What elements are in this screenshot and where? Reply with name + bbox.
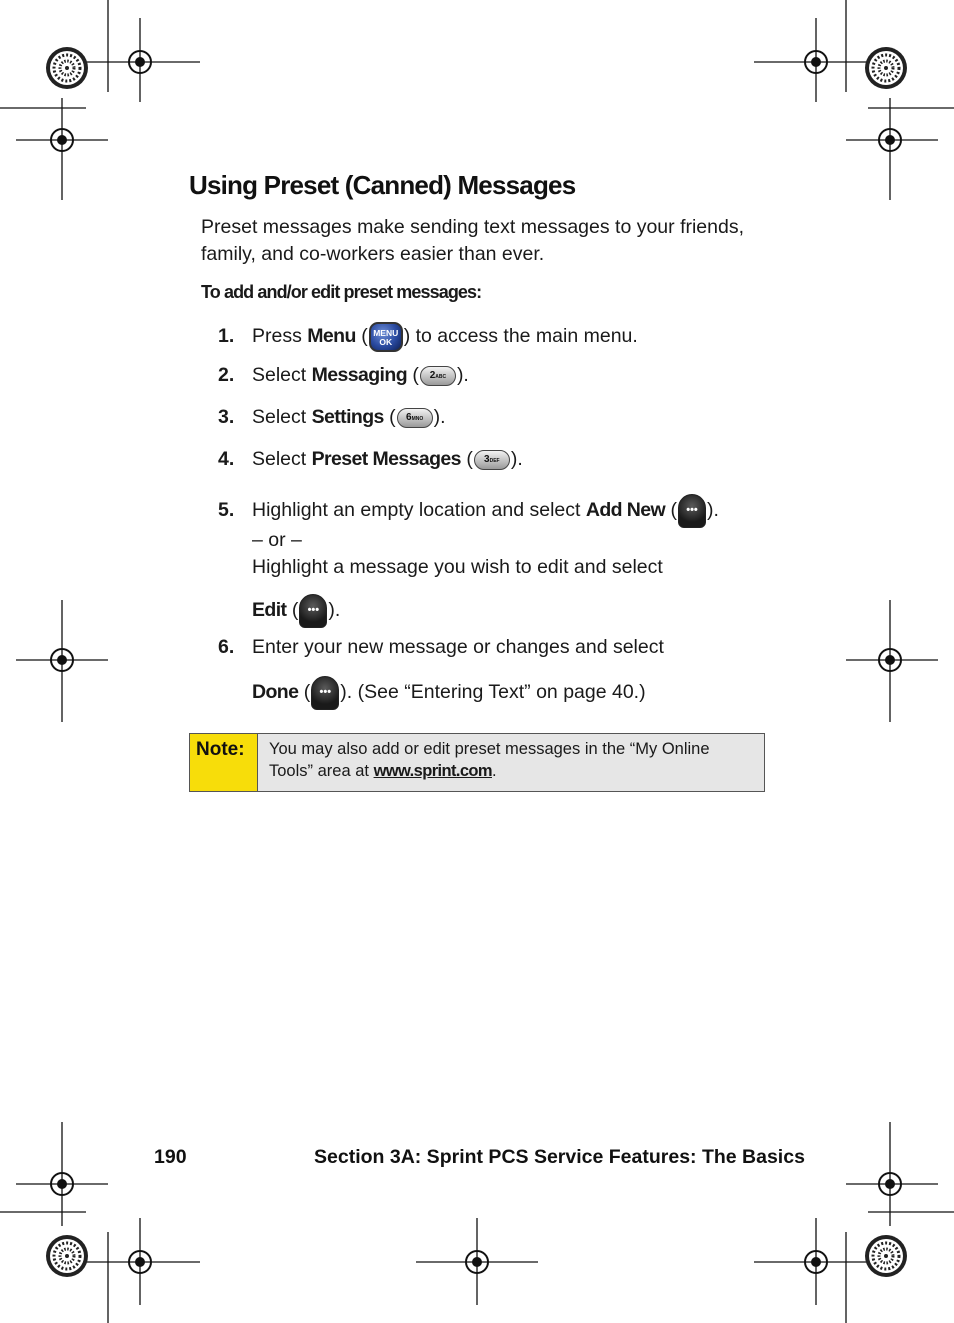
menu-label: Menu	[307, 325, 356, 348]
key-letters: DEF	[489, 457, 500, 464]
step-6-done: Done ( ••• ). (See “Entering Text” on page 40.)	[252, 676, 646, 710]
step-text: Highlight an empty location and select	[252, 499, 586, 522]
key-digit: 3	[484, 453, 490, 465]
step-5-or: – or –	[252, 529, 302, 551]
key-digit: 2	[429, 369, 436, 381]
softkey-icon: •••	[678, 494, 706, 528]
key-label: OK	[379, 337, 393, 347]
step-5-alt: Highlight a message you wish to edit and select	[252, 556, 663, 578]
settings-label: Settings	[311, 406, 384, 428]
step-number: 2.	[218, 364, 235, 386]
note-line-2: Tools” area at	[269, 762, 374, 780]
key-label: MENU	[373, 328, 399, 338]
procedure-heading: To add and/or edit preset messages:	[201, 282, 482, 302]
step-text: ).	[510, 448, 523, 470]
preset-messages-label: Preset Messages	[311, 448, 461, 470]
page-title: Using Preset (Canned) Messages	[189, 170, 576, 200]
key-2-abc-icon	[420, 366, 456, 386]
intro-line-2: family, and co-workers easier than ever.	[201, 243, 545, 265]
key-digit: 6	[406, 411, 412, 423]
step-number: 4.	[218, 448, 235, 470]
note-label: Note:	[190, 734, 258, 791]
step-text: Select	[252, 448, 312, 470]
key-letters: MNO	[411, 415, 424, 422]
intro-line-1: Preset messages make sending text messages to your friends,	[201, 216, 745, 238]
note-period: .	[491, 762, 497, 780]
step-3: 3. Select Settings ( 6MNO ).	[218, 406, 446, 428]
step-text: Press	[252, 325, 308, 348]
note-line-1: You may also add or edit preset messages in the “My Online	[269, 740, 710, 758]
key-letters: ABC	[435, 373, 447, 380]
step-5: 5. Highlight an empty location and select Add New ( ••• ).	[218, 494, 719, 528]
note-text	[258, 734, 764, 791]
step-text: ). (See “Entering Text” on page 40.)	[340, 681, 646, 704]
messaging-label: Messaging	[311, 364, 408, 386]
step-4: 4. Select Preset Messages ( 3DEF ).	[218, 448, 523, 470]
sprint-website-link[interactable]: www.sprint.com	[373, 762, 492, 780]
step-text: ).	[456, 364, 469, 386]
add-new-label: Add New	[585, 499, 666, 522]
step-number: 1.	[218, 325, 235, 348]
step-text: Enter your new message or changes and select	[252, 636, 664, 658]
step-text: ).	[433, 406, 446, 428]
step-text: ).	[328, 599, 341, 622]
note-box	[189, 733, 765, 792]
section-footer: Section 3A: Sprint PCS Service Features: The Basics	[314, 1146, 805, 1168]
step-5-edit: Edit ( ••• ).	[252, 594, 340, 628]
step-2: 2. Select Messaging ( 2ABC ).	[218, 364, 469, 386]
edit-label: Edit	[252, 599, 287, 622]
softkey-icon: •••	[299, 594, 327, 628]
step-number: 3.	[218, 406, 235, 428]
step-6	[218, 634, 664, 660]
key-3-def-icon	[474, 450, 510, 470]
step-number: 5.	[218, 499, 235, 522]
step-text: ).	[707, 499, 719, 522]
step-text: Select	[252, 406, 312, 428]
step-number: 6.	[218, 636, 235, 658]
step-text: ) to access the main menu.	[403, 325, 638, 348]
key-6-mno-icon	[397, 408, 433, 428]
done-label: Done	[252, 681, 299, 704]
intro-paragraph	[201, 214, 801, 268]
step-1: 1. Press Menu ( MENU OK ) to access the main menu.	[218, 322, 638, 352]
menu-ok-key-icon	[369, 322, 403, 352]
softkey-icon: •••	[311, 676, 339, 710]
step-text: Select	[252, 364, 312, 386]
page-number: 190	[154, 1146, 187, 1168]
